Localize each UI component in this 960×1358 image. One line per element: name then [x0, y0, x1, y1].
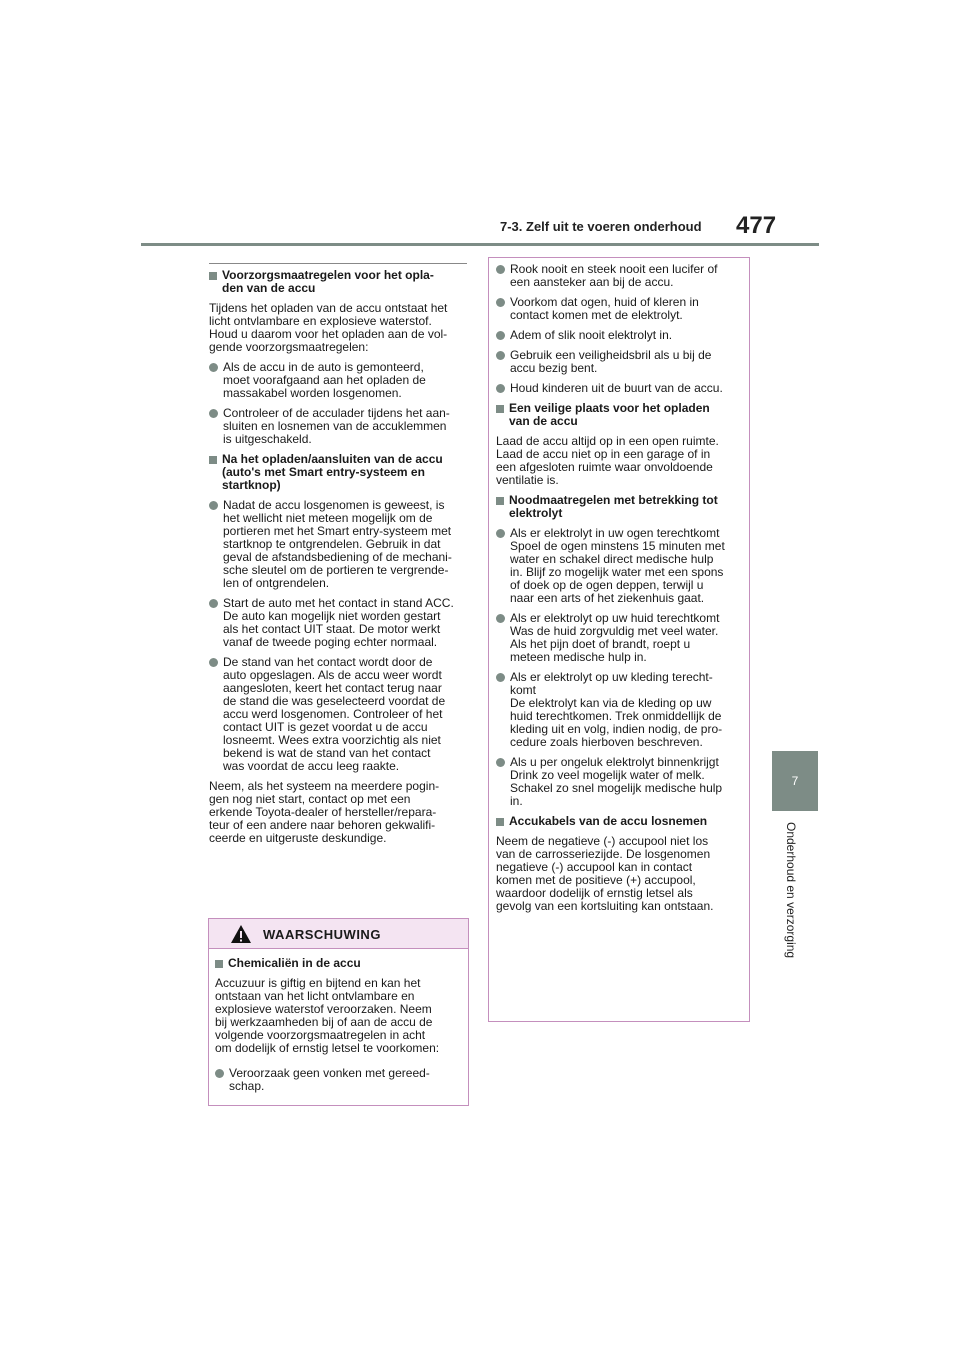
paragraph-charging-intro: [209, 302, 469, 354]
text-line: was voordat de accu leeg raakte.: [223, 759, 400, 773]
text-line: auto opgeslagen. Als de accu weer wordt: [223, 668, 442, 682]
text-line: den van de accu: [222, 281, 316, 295]
heading-text: [222, 269, 434, 295]
right-column: [496, 263, 746, 920]
text-line: Voorkom dat ogen, huid of kleren in: [510, 295, 699, 309]
text-line: (auto's met Smart entry-systeem en: [222, 465, 425, 479]
bullet-item: [496, 382, 746, 395]
text-line: kleding uit en volg, indien nodig, de pro-: [510, 722, 723, 736]
text-line: Als er elektrolyt in uw ogen terechtkomt: [510, 526, 720, 540]
text-line: negatieve (-) accupool kan in contact: [496, 860, 693, 874]
square-bullet-icon: [209, 272, 217, 280]
text-line: contact komen met de elektrolyt.: [510, 308, 683, 322]
chapter-number: 7: [791, 774, 799, 788]
text-line: Start de auto met het contact in stand ACC.: [223, 596, 454, 610]
paragraph-battery-cables: [496, 835, 746, 913]
heading-text: [228, 957, 361, 970]
text-line: De stand van het contact wordt door de: [223, 655, 433, 669]
text-line: in. Blijf zo mogelijk water met een spons: [510, 565, 724, 579]
square-bullet-icon: [215, 960, 223, 968]
warning-triangle-icon: [230, 924, 252, 944]
heading-after-charging: [209, 453, 469, 492]
warning-body: [209, 949, 468, 1093]
text-line: startknop): [222, 478, 281, 492]
text-line: Adem of slik nooit elektrolyt in.: [510, 328, 673, 342]
text-line: Tijdens het opladen van de accu ontstaat het: [209, 301, 448, 315]
bullet-item: [209, 597, 469, 649]
chapter-title: Onderhoud en verzorging: [784, 822, 798, 959]
text-line: Gebruik een veiligheidsbril als u bij de: [510, 348, 712, 362]
square-bullet-icon: [496, 818, 504, 826]
text-line: Als u per ongeluk elektrolyt binnenkrijgt: [510, 755, 719, 769]
text-line: Nadat de accu losgenomen is geweest, is: [223, 498, 445, 512]
bullet-item: [209, 656, 469, 773]
text-line: aangesloten, keert het contact terug naar: [223, 681, 442, 695]
heading-emergency: [496, 494, 746, 520]
text-line: Laad de accu altijd op in een open ruimte.: [496, 434, 719, 448]
bullet-item: [496, 671, 746, 749]
text-line: Neem, als het systeem na meerdere pogin-: [209, 779, 440, 793]
text-line: Als er elektrolyt op uw kleding terecht-: [510, 670, 713, 684]
bullet-text: [510, 329, 672, 342]
heading-safe-place: [496, 402, 746, 428]
text-line: ventilatie is.: [496, 473, 559, 487]
text-line: van de accu: [509, 414, 578, 428]
text-line: om dodelijk of ernstig letsel te voorkomen:: [215, 1041, 440, 1055]
heading-battery-cables: [496, 815, 746, 828]
heading-chemicals: [215, 957, 468, 970]
heading-text: [509, 402, 710, 428]
text-line: massakabel worden losgenomen.: [223, 386, 402, 400]
round-bullet-icon: [496, 384, 505, 393]
text-line: Schakel zo snel mogelijk medische hulp: [510, 781, 723, 795]
round-bullet-icon: [496, 298, 505, 307]
heading-text: [509, 815, 707, 828]
bullet-text: [510, 527, 725, 605]
text-line: sche sleutel om de portieren te vergrende-: [223, 563, 449, 577]
text-line: waardoor dodelijk of ernstig letsel als: [496, 886, 693, 900]
square-bullet-icon: [496, 405, 504, 413]
bullet-item: [496, 612, 746, 664]
round-bullet-icon: [209, 363, 218, 372]
round-bullet-icon: [496, 614, 505, 623]
text-line: losneemt. Wees extra voorzichtig als niet: [223, 733, 441, 747]
text-line: teur of een andere naar behoren gekwalifi-: [209, 818, 436, 832]
text-line: als het contact UIT staat. De motor werkt: [223, 622, 441, 636]
bullet-item: [496, 296, 746, 322]
text-line: portieren met het Smart entry-systeem met: [223, 524, 452, 538]
text-line: De elektrolyt kan via de kleding op uw: [510, 696, 712, 710]
text-line: huid terechtkomen. Trek onmiddellijk de: [510, 709, 722, 723]
text-line: elektrolyt: [509, 506, 563, 520]
text-line: Als het pijn doet of brandt, roept u: [510, 637, 691, 651]
text-line: de stand die was geselecteerd voordat de: [223, 694, 446, 708]
bullet-item: [496, 329, 746, 342]
text-line: komt: [510, 683, 537, 697]
round-bullet-icon: [209, 409, 218, 418]
text-line: van de carrosseriezijde. De losgenomen: [496, 847, 711, 861]
text-line: het wellicht niet meteen mogelijk om de: [223, 511, 433, 525]
bullet-text: [223, 361, 426, 400]
text-line: schap.: [229, 1079, 265, 1093]
text-line: Als er elektrolyt op uw huid terechtkomt: [510, 611, 720, 625]
text-line: erkende Toyota-dealer of hersteller/repara-: [209, 805, 437, 819]
text-line: accu bezig bent.: [510, 361, 598, 375]
text-line: Was de huid zorgvuldig met veel water.: [510, 624, 719, 638]
bullet-text: [510, 756, 722, 808]
text-line: Chemicaliën in de accu: [228, 956, 361, 970]
round-bullet-icon: [496, 331, 505, 340]
bullet-text: [229, 1067, 430, 1093]
round-bullet-icon: [496, 529, 505, 538]
text-line: bij werkzaamheden bij of aan de accu de: [215, 1015, 433, 1029]
warning-box: [208, 918, 469, 1106]
bullet-text: [510, 263, 717, 289]
text-line: Na het opladen/aansluiten van de accu: [222, 452, 443, 466]
text-line: gen nog niet start, contact op met een: [209, 792, 411, 806]
text-line: Houd u daarom voor het opladen aan de vol-: [209, 327, 448, 341]
text-line: een aansteker aan bij de accu.: [510, 275, 674, 289]
text-line: accu werd losgenomen. Controleer of het: [223, 707, 443, 721]
bullet-text: [510, 612, 719, 664]
round-bullet-icon: [209, 658, 218, 667]
text-line: licht ontvlambare en explosieve waterstof.: [209, 314, 432, 328]
bullet-item: [209, 407, 469, 446]
heading-text: [509, 494, 718, 520]
text-line: Veroorzaak geen vonken met gereed-: [229, 1066, 430, 1080]
text-line: geval de afstandsbediening of de mechani-: [223, 550, 452, 564]
text-line: volgende voorzorgsmaatregelen in acht: [215, 1028, 426, 1042]
text-line: De auto kan mogelijk niet worden gestart: [223, 609, 441, 623]
text-line: een afgesloten ruimte waar onvoldoende: [496, 460, 713, 474]
text-line: len of ontgrendelen.: [223, 576, 330, 590]
round-bullet-icon: [496, 673, 505, 682]
text-line: Spoel de ogen minstens 15 minuten met: [510, 539, 725, 553]
bullet-item: [496, 349, 746, 375]
text-line: Drink zo veel mogelijk water of melk.: [510, 768, 705, 782]
heading-charging-precautions: [209, 269, 469, 295]
text-line: water en schakel direct medische hulp: [510, 552, 714, 566]
bullet-text: [510, 382, 723, 395]
paragraph-acid-warning: [215, 977, 468, 1055]
text-line: bekend is wat de stand van het contact: [223, 746, 431, 760]
round-bullet-icon: [496, 758, 505, 767]
text-line: of doek op de ogen deppen, terwijl u: [510, 578, 704, 592]
heading-text: [222, 453, 443, 492]
text-line: ontstaan van het licht ontvlambare en: [215, 989, 415, 1003]
header-divider: [141, 243, 819, 246]
text-line: contact UIT is gezet voordat u de accu: [223, 720, 428, 734]
paragraph-dealer-contact: [209, 780, 469, 845]
text-line: Voorzorgsmaatregelen voor het opla-: [222, 268, 434, 282]
text-line: Noodmaatregelen met betrekking tot: [509, 493, 718, 507]
bullet-item: [496, 527, 746, 605]
text-line: meteen medische hulp in.: [510, 650, 647, 664]
text-line: Als de accu in de auto is gemonteerd,: [223, 360, 424, 374]
text-line: sluiten en losnemen van de accuklemmen: [223, 419, 447, 433]
text-line: gende voorzorgsmaatregelen:: [209, 340, 369, 354]
chapter-tab: [772, 751, 818, 811]
text-line: naar een arts of het ziekenhuis gaat.: [510, 591, 705, 605]
text-line: gevolg van een kortsluiting kan ontstaan.: [496, 899, 714, 913]
round-bullet-icon: [209, 501, 218, 510]
text-line: startknop te ontgrendelen. Gebruik in dat: [223, 537, 441, 551]
text-line: moet voorafgaand aan het opladen de: [223, 373, 426, 387]
section-title: 7-3. Zelf uit te voeren onderhoud: [500, 219, 702, 234]
square-bullet-icon: [496, 497, 504, 505]
round-bullet-icon: [215, 1069, 224, 1078]
warning-title: WAARSCHUWING: [263, 927, 381, 942]
bullet-item: [496, 756, 746, 808]
page-number: 477: [736, 212, 777, 239]
bullet-text: [510, 296, 699, 322]
text-line: Accukabels van de accu losnemen: [509, 814, 708, 828]
bullet-text: [510, 349, 711, 375]
left-column: [209, 263, 469, 852]
text-line: Houd kinderen uit de buurt van de accu.: [510, 381, 723, 395]
bullet-item: [215, 1067, 468, 1093]
square-bullet-icon: [209, 456, 217, 464]
bullet-text: [510, 671, 722, 749]
bullet-text: [223, 407, 450, 446]
bullet-item: [209, 499, 469, 590]
text-line: is uitgeschakeld.: [223, 432, 312, 446]
paragraph-safe-place: [496, 435, 746, 487]
text-line: Een veilige plaats voor het opladen: [509, 401, 710, 415]
text-line: Controleer of de acculader tijdens het aan-: [223, 406, 450, 420]
text-line: Rook nooit en steek nooit een lucifer of: [510, 262, 718, 276]
text-line: explosieve waterstof veroorzaken. Neem: [215, 1002, 432, 1016]
bullet-item: [496, 263, 746, 289]
round-bullet-icon: [496, 265, 505, 274]
warning-header: [209, 919, 468, 949]
bullet-text: [223, 597, 454, 649]
text-line: in.: [510, 794, 523, 808]
text-line: Neem de negatieve (-) accupool niet los: [496, 834, 709, 848]
text-line: vanaf de tweede poging echter normaal.: [223, 635, 438, 649]
round-bullet-icon: [496, 351, 505, 360]
bullet-item: [209, 361, 469, 400]
bullet-text: [223, 499, 452, 590]
bullet-text: [223, 656, 445, 773]
text-line: komen met de positieve (+) accupool,: [496, 873, 696, 887]
round-bullet-icon: [209, 599, 218, 608]
text-line: Laad de accu niet op in een garage of in: [496, 447, 711, 461]
column-top-rule: [209, 263, 467, 264]
text-line: ceerde en uitgeruste deskundige.: [209, 831, 387, 845]
text-line: Accuzuur is giftig en bijtend en kan het: [215, 976, 421, 990]
text-line: cedure zoals hierboven beschreven.: [510, 735, 703, 749]
